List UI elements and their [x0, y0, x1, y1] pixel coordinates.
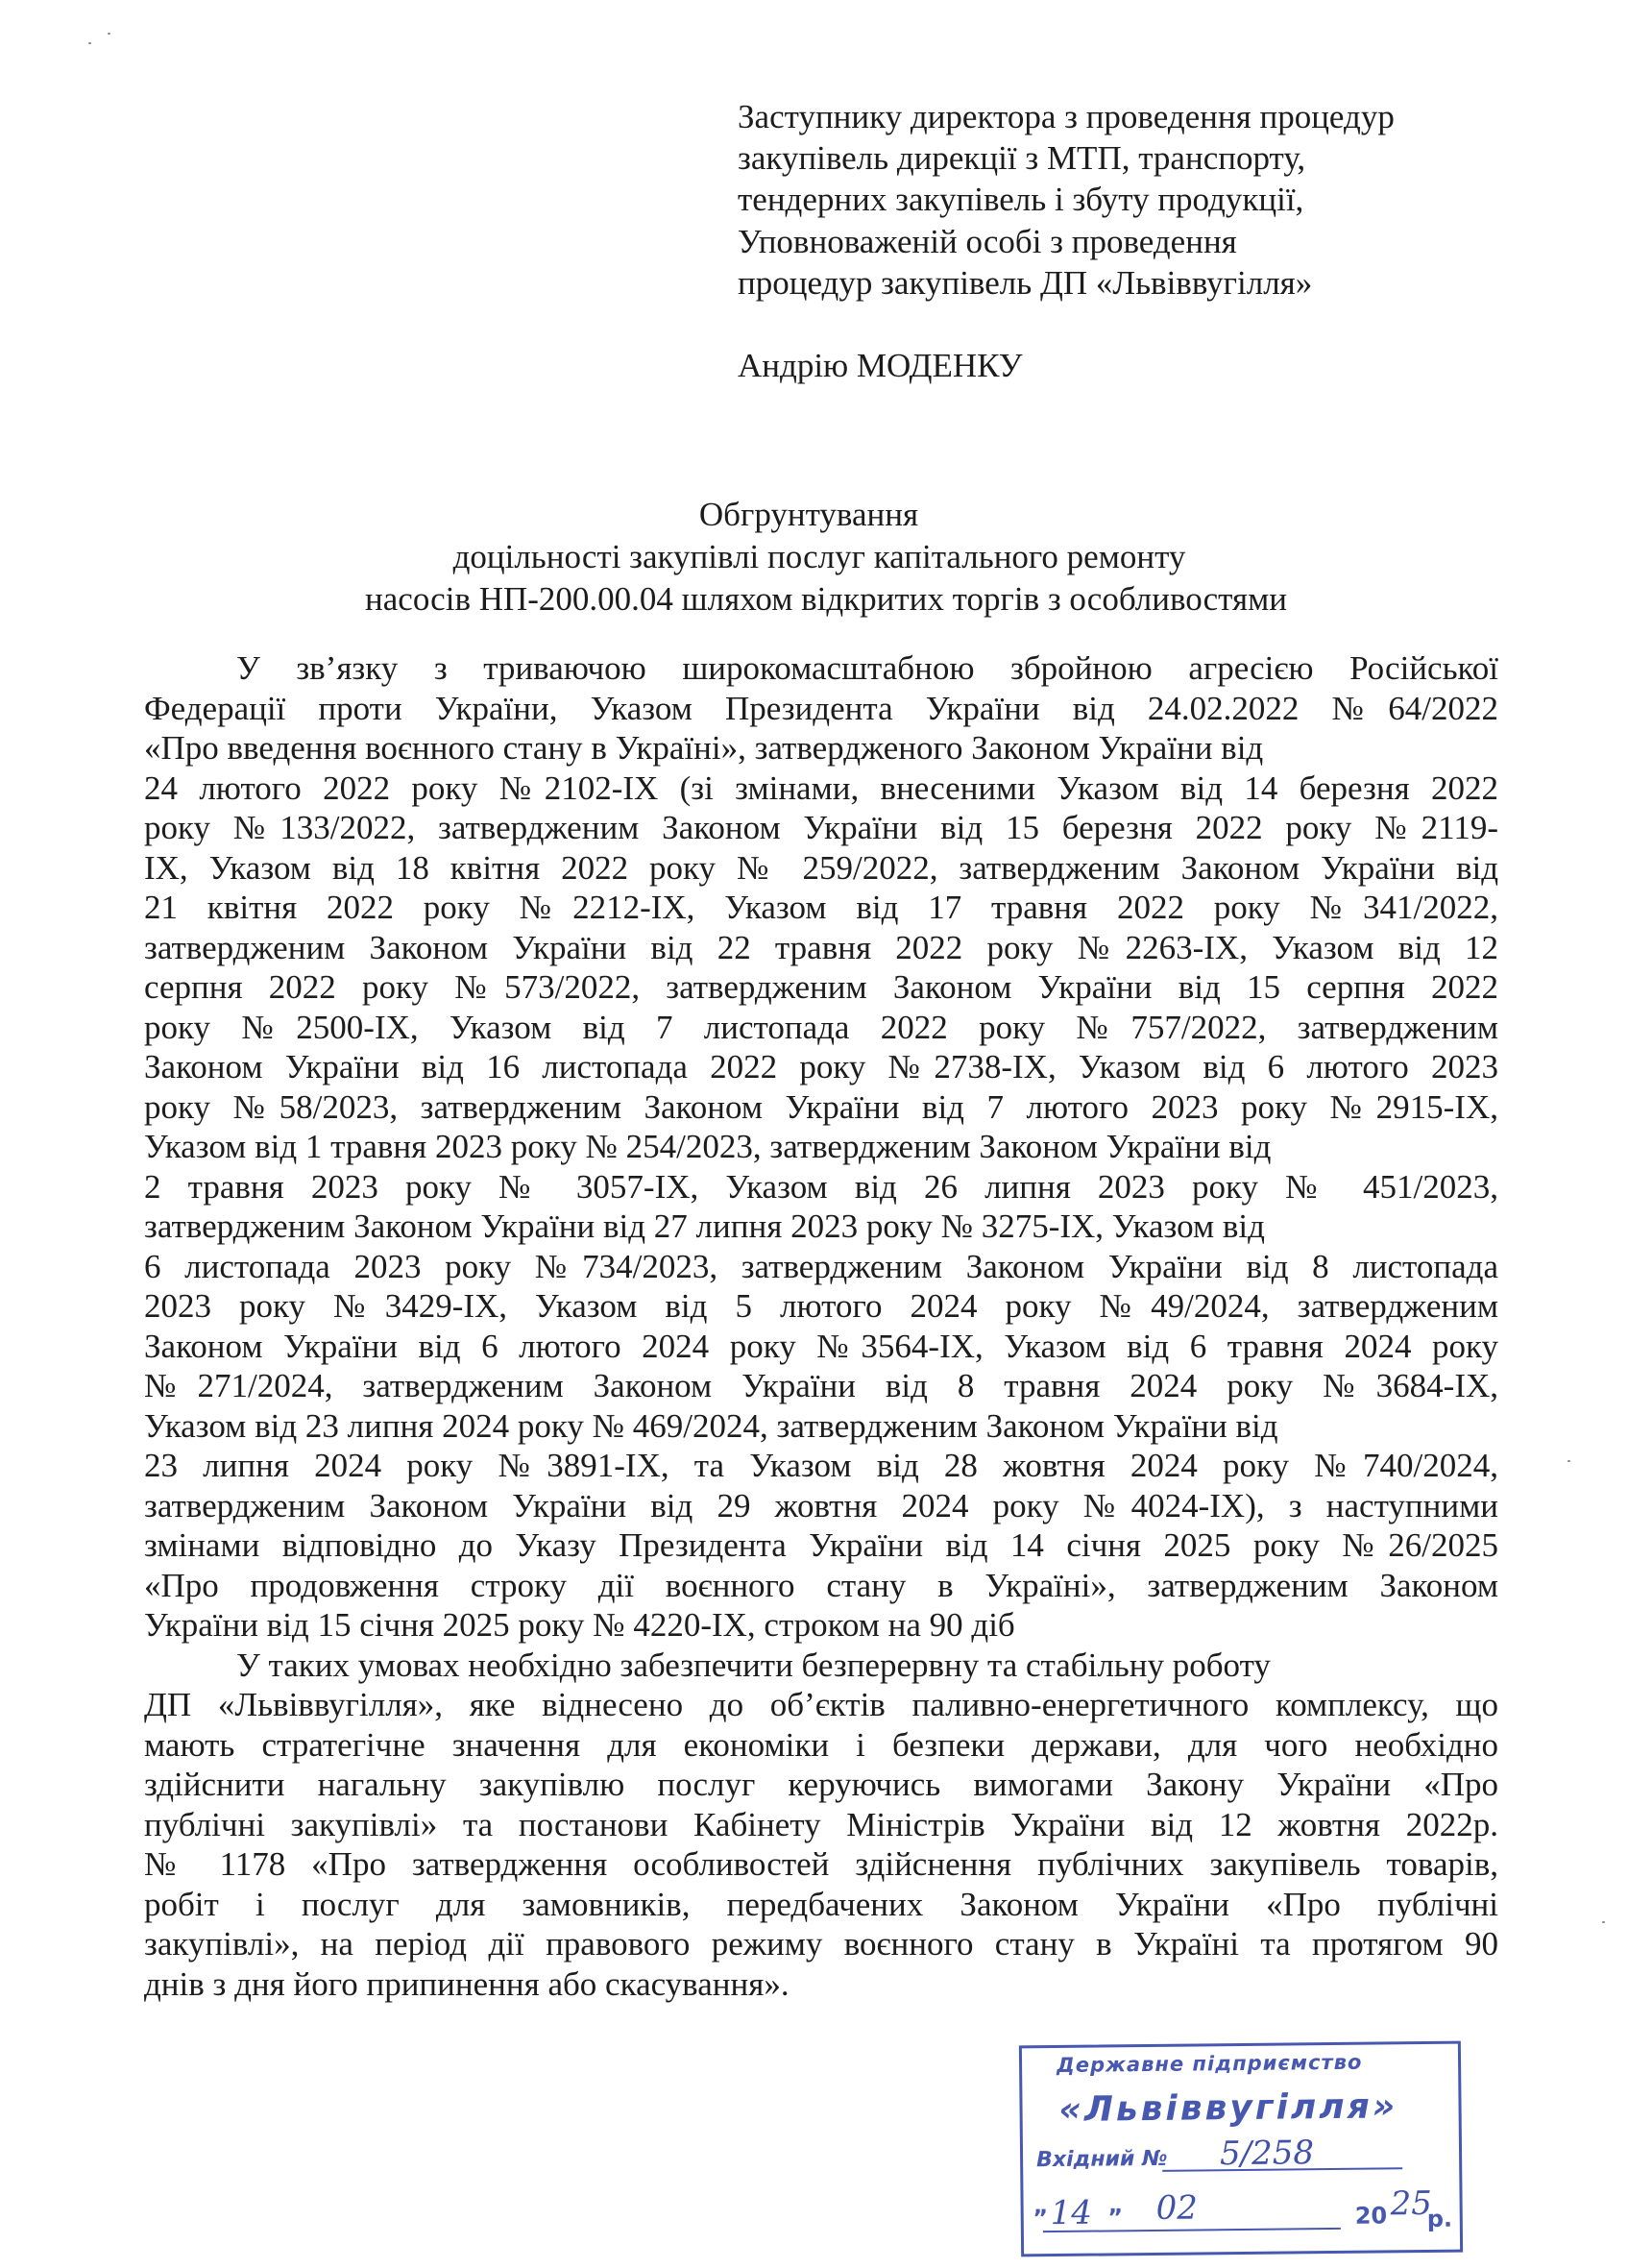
- title-line: доцільності закупівлі послуг капітального ремонту: [452, 538, 1186, 575]
- body-line: року №58/2023, затвердженим Законом України від 7 лютого 2023 року №2915-IX,: [144, 1087, 1498, 1126]
- recipient-name: Андрію МОДЕНКУ: [738, 347, 1023, 385]
- body-line: IX, Указом від 18 квітня 2022 року № 259/2022, затвердженим Законом України від: [144, 848, 1498, 887]
- body-line: затвердженим Законом України від 27 липня 2023 року № 3275-IX, Указом від: [144, 1207, 1265, 1245]
- body-line: 2 травня 2023 року № 3057-IX, Указом від 26 липня 2023 року № 451/2023,: [144, 1167, 1498, 1206]
- body-line: року №133/2022, затвердженим Законом України від 15 березня 2022 року №2119-: [144, 809, 1498, 846]
- body-line: У зв’язку з триваючою широкомасштабною збройною агресією Російської: [236, 649, 1498, 687]
- body-line: Законом України від 6 лютого 2024 року №3564-IX, Указом від 6 травня 2024 року: [144, 1327, 1498, 1365]
- body-line: 2023 року №3429-IX, Указом від 5 лютого 2024 року №49/2024, затвердженим: [144, 1287, 1498, 1325]
- stamp-company-name: «Львіввугілля»: [1058, 2086, 1398, 2130]
- body-line: 23 липня 2024 року №3891-IX, та Указом від 28 жовтня 2024 року №740/2024,: [144, 1447, 1498, 1484]
- recipient-block: [738, 96, 1583, 386]
- body-line: 6 листопада 2023 року №734/2023, затвердженим Законом України від 8 листопада: [144, 1247, 1498, 1285]
- recipient-line: закупівель дирекції з МТП, транспорту,: [738, 139, 1306, 178]
- stamp-year-suffix: 25: [1390, 2183, 1433, 2224]
- body-line: затвердженим Законом України від 29 жовтня 2024 року №4024-IX), з наступними: [144, 1486, 1498, 1524]
- body-line: здійснити нагальну закупівлю послуг керуючись вимогами Закону України «Про: [144, 1766, 1498, 1803]
- body-line: Указом від 1 травня 2023 року № 254/2023, затвердженим Законом України від: [144, 1128, 1272, 1165]
- body-line: 21 квітня 2022 року №2212-IX, Указом від 17 травня 2022 року №341/2022,: [144, 889, 1498, 926]
- body-line: Законом України від 16 листопада 2022 року №2738-IX, Указом від 6 лютого 2023: [144, 1048, 1498, 1085]
- stamp-day: 14: [1050, 2193, 1093, 2233]
- body-line: 24 лютого 2022 року №2102-IX (зі змінами, внесеними Указом від 14 березня 2022: [144, 768, 1498, 807]
- stamp-quote-close: „: [1107, 2191, 1124, 2219]
- body-line: Федерації проти України, Указом Президента України від 24.02.2022 №64/2022: [144, 689, 1498, 727]
- document-body: [144, 648, 1498, 2004]
- body-line: року №2500-IX, Указом від 7 листопада 2022 року №757/2022, затвердженим: [144, 1008, 1498, 1046]
- body-line: «Про продовження строку дії воєнного стану в Україні», затвердженим Законом: [144, 1566, 1498, 1604]
- body-line: робіт і послуг для замовників, передбачених Законом України «Про публічні: [144, 1885, 1498, 1923]
- stamp-incoming-label: Вхідний №: [1035, 2146, 1168, 2173]
- body-line: ДП «Львіввугілля», яке віднесено до об’єктів паливно-енергетичного комплексу, що: [144, 1686, 1498, 1723]
- incoming-registration-stamp: [1019, 2041, 1463, 2257]
- body-line: змінами відповідно до Указу Президента України від 14 січня 2025 року №26/2025: [144, 1526, 1498, 1564]
- body-line: №271/2024, затвердженим Законом України від 8 травня 2024 року №3684-IX,: [144, 1367, 1498, 1404]
- document-title: [144, 494, 1508, 621]
- recipient-line: Заступнику директора з проведення процедур: [738, 98, 1395, 135]
- recipient-line: тендерних закупівель і збуту продукції,: [738, 181, 1304, 219]
- body-line: У таких умовах необхідно забезпечити безперервну та стабільну роботу: [236, 1646, 1271, 1684]
- stamp-quote-open: „: [1033, 2192, 1049, 2220]
- recipient-line: Уповноваженій особі з проведення: [738, 222, 1237, 260]
- recipient-line: процедур закупівель ДП «Львіввугілля»: [738, 263, 1313, 302]
- body-line: Указом від 23 липня 2024 року № 469/2024, затвердженим Законом України від: [144, 1406, 1278, 1445]
- stamp-month: 02: [1155, 2188, 1199, 2228]
- body-line: «Про введення воєнного стану в Україні», затвердженого Законом України від: [144, 729, 1264, 767]
- stamp-incoming-number: 5/258: [1219, 2134, 1315, 2174]
- title-line: насосів НП-200.00.04 шляхом відкритих торгів з особливостями: [365, 580, 1287, 618]
- body-line: днів з дня його припинення або скасування».: [144, 1964, 790, 2003]
- body-line: закупівлі», на період дії правового режиму воєнного стану в Україні та протягом 90: [144, 1925, 1498, 1963]
- body-line: серпня 2022 року №573/2022, затвердженим Законом України від 15 серпня 2022: [144, 968, 1498, 1006]
- stamp-year-prefix: 20: [1354, 2202, 1388, 2230]
- title-line: Обгрунтування: [698, 496, 919, 533]
- stamp-year-unit: р.: [1426, 2205, 1453, 2232]
- body-line: публічні закупівлі» та постанови Кабінету Міністрів України від 12 жовтня 2022р.: [144, 1805, 1498, 1843]
- stamp-org-label: Державне підприємство: [1056, 2050, 1363, 2078]
- body-line: України від 15 січня 2025 року № 4220-IX, строком на 90 діб: [144, 1606, 1015, 1644]
- body-line: № 1178 «Про затвердження особливостей здійснення публічних закупівель товарів,: [144, 1845, 1498, 1883]
- body-line: затвердженим Законом України від 22 травня 2022 року №2263-IX, Указом від 12: [144, 928, 1498, 966]
- body-line: мають стратегічне значення для економіки і безпеки держави, для чого необхідно: [144, 1725, 1498, 1764]
